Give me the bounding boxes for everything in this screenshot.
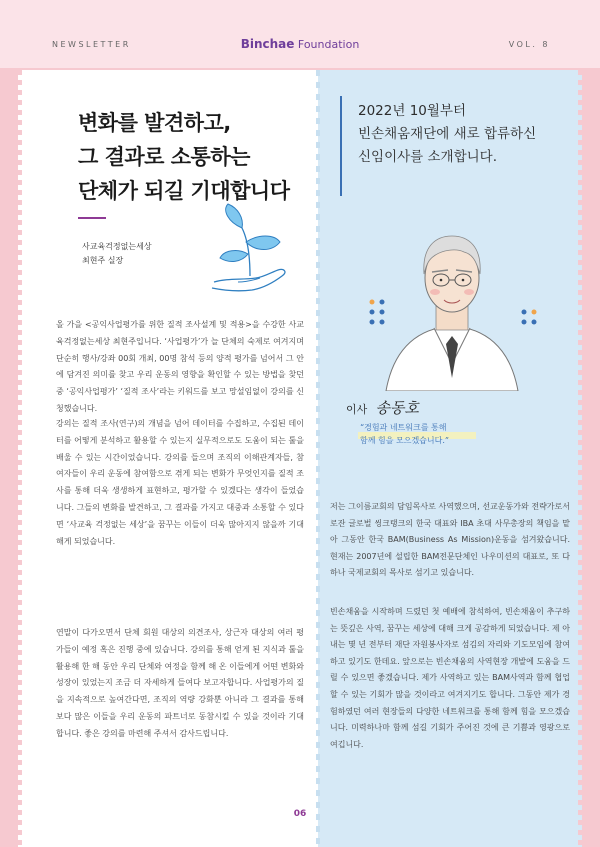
article-title — [78, 106, 289, 208]
article-paragraph: 연말이 다가오면서 단체 회원 대상의 의견조사, 상근자 대상의 여러 평가들이 예정 혹은 진행 중에 있습니다. 강의를 통해 얻게 된 지식과 툴을 활용해 한 해 동안 우리 단체와 여정을 함께 해 온 이들에게 어떤 변화와 성장이 있었는지 조금 더 자세하게 들여다 보고자합니다. 사업평가의 질을 지속적으로 높여간다면, 조직의 역량 강화뿐 아니라 그 결과를 통해 보다 많은 이들을 우리 운동의 파트너로 동참시킬 수 있을 것이라 기대합니다. 좋은 강의를 마련해 주셔서 감사드립니다. — [56, 628, 304, 738]
article-paragraph: 올 가을 <공익사업평가를 위한 질적 조사설계 및 적용>을 수강한 사교육걱정없는세상 최현주입니다. ‘사업평가’가 늘 단체의 숙제로 여겨지며 단순히 행사/강좌 00회 개최, 00명 참석 등의 양적 평가를 넘어서 그 안에 담겨진 의미를 찾고 우리 운동의 영향을 확인할 수 있는 방법을 찾던 중 ‘공익사업평가’ ‘질적 조사’라는 키워드를 보고 망설임없이 강의를 신청했습니다. — [56, 320, 304, 413]
right-perforation — [578, 70, 582, 847]
intro-line: 빈손채움재단에 새로 합류하신 — [358, 126, 537, 142]
profile-paragraph: 빈손채움을 시작하며 드렸던 첫 예배에 참석하여, 빈손채움이 추구하는 뜻깊은 사역, 꿈꾸는 세상에 대해 크게 공감하게 되었습니다. 제 아내는 몇 년 전부터 재단 자원봉사자로 섬김의 자리와 기도모임에 참여하고 있기도 한데요. 앞으로는 빈손채움의 사역현장 개발에 도움을 드릴 수 있으면 좋겠습니다. 제가 사역하고 있는 BAM사역과 함께 협업할 수 있는 기회가 많을 것이라고 여겨지기도 합니다. 그동안 제가 경험하였던 여러 현장들의 다양한 네트워크를 통해 함께 힘을 모으겠습니다. 미력하나마 함께 섬길 기회가 주어진 것에 큰 기쁨과 영광으로 여깁니다. — [330, 607, 570, 749]
profile-signature — [346, 397, 419, 418]
left-perforation — [18, 70, 22, 847]
intro-line: 2022년 10월부터 — [358, 103, 466, 119]
profile-intro — [340, 96, 560, 198]
tagline-line: “경험과 네트워크를 통해 — [360, 423, 447, 432]
article-paragraph: 강의는 질적 조사(연구)의 개념을 넘어 데이터를 수집하고, 수집된 데이터를 어떻게 분석하고 활용할 수 있는지 실무적으로도 도움이 되는 툴을 배울 수 있는 시간이었습니다. 강의를 들으며 조직의 이해관계자들, 참여자들이 우리 운동에 참여함으로 겪게 되는 변화가 무엇인지를 질적 조사를 통해 더욱 생생하게 표현하고, 평가할 수 있겠다는 생각이 들었습니다. 그들의 변화를 발견하고, 그 결과를 가지고 대중과 소통할 수 있다면 ‘사교육 걱정없는 세상’을 꿈꾸는 이들이 더욱 많아지지 않을까 기대해게 되었습니다. — [56, 419, 304, 546]
brand-suffix: Foundation — [297, 38, 360, 51]
author-org: 사교육걱정없는세상 — [82, 242, 152, 251]
portrait-illustration-icon — [342, 196, 562, 391]
title-line: 변화를 발견하고, — [78, 111, 231, 135]
brand-name: Binchae — [240, 37, 295, 51]
header-bar — [0, 0, 600, 68]
profile-name: 송동호 — [375, 399, 419, 417]
profile-role: 이사 — [346, 403, 368, 416]
page-number: 06 — [293, 809, 307, 819]
profile-paragraph: 저는 그이름교회의 담임목사로 사역했으며, 선교운동가와 전략가로서 로잔 글로벌 씽크탱크의 한국 대표와 IBA 초대 사무총장의 책임을 맡아 그동안 한국 BAM(Business As Mission)운동을 섬겨왔습니다. 현재는 2007년에 설립한 BAM전문단체인 나우미션의 대표로, 또 다하나 국제교회의 목사로 섬기고 있습니다. — [330, 502, 570, 578]
newsletter-page — [18, 70, 582, 847]
author-block — [82, 240, 152, 268]
intro-line: 신임이사를 소개합니다. — [358, 149, 497, 165]
title-line: 단체가 되길 기대합니다 — [78, 179, 290, 203]
intro-accent-bar — [340, 96, 342, 196]
title-divider — [78, 217, 106, 219]
newsletter-label: NEWSLETTER — [52, 40, 131, 49]
center-perforation — [316, 70, 320, 847]
intro-text — [358, 100, 536, 169]
title-line: 그 결과로 소통하는 — [78, 145, 250, 169]
volume-label: VOL. 8 — [508, 40, 550, 49]
plant-hand-illustration-icon — [198, 198, 298, 298]
tagline-line: 함께 힘을 모으겠습니다.” — [360, 436, 449, 445]
author-name: 최현주 실장 — [82, 256, 124, 265]
profile-tagline — [360, 421, 449, 447]
